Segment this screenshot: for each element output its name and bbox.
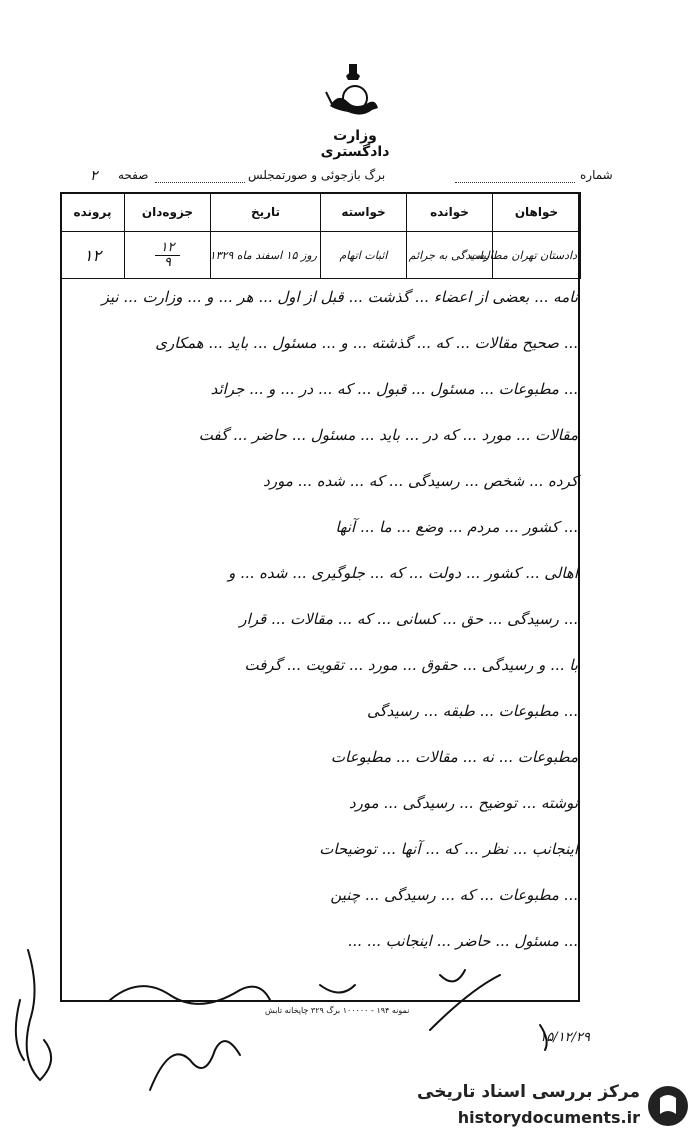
body-line: ... مطبوعات ... که ... رسیدگی ... چنین bbox=[330, 886, 578, 904]
cell-tarikh: روز ۱۵ اسفند ماه ۱۳۲۹ bbox=[211, 232, 321, 279]
col-khandeh: خوانده bbox=[407, 193, 493, 232]
body-line: ... رسیدگی ... حق ... کسانی ... که ... مقالات ... قرار bbox=[239, 610, 578, 628]
archive-watermark bbox=[396, 1072, 696, 1138]
lion-and-sun-emblem bbox=[322, 62, 384, 124]
form-frame bbox=[60, 192, 580, 1002]
cell-khahan: دادستان تهران مطالبات bbox=[493, 232, 581, 279]
body-line: ... مسئول ... حاضر ... اینجانب ... ... bbox=[347, 932, 578, 950]
col-khahan: خواهان bbox=[493, 193, 581, 232]
body-line: ... مطبوعات ... طبقه ... رسیدگی bbox=[367, 702, 578, 720]
body-line: نوشته ... توضیح ... رسیدگی ... مورد bbox=[348, 794, 578, 812]
form-title: برگ بازجوئی و صورتمجلس bbox=[248, 168, 386, 182]
jozvedan-bottom: ۹ bbox=[164, 254, 171, 270]
number-label: شماره bbox=[580, 168, 613, 182]
page-label: صفحه bbox=[118, 168, 149, 182]
col-jozvedan: جزوه‌دان bbox=[125, 193, 211, 232]
body-line: ... کشور ... مردم ... وضع ... ما ... آنها bbox=[335, 518, 578, 536]
body-line: ... صحیح مقالات ... که ... گذشته ... و ... مسئول ... باید ... همکاری bbox=[155, 334, 578, 352]
body-line: اهالی ... کشور ... دولت ... که ... جلوگیری ... شده ... و bbox=[228, 564, 578, 582]
archive-url: historydocuments.ir bbox=[457, 1108, 640, 1127]
case-info-table bbox=[60, 192, 581, 279]
number-field bbox=[455, 182, 575, 183]
body-line: اینجانب ... نظر ... که ... آنها ... توضیحات bbox=[319, 840, 578, 858]
body-line: مقالات ... مورد ... که در ... باید ... مسئول ... حاضر ... گفت bbox=[198, 426, 578, 444]
cell-khandeh: رسیدگی به جرائم bbox=[407, 232, 493, 279]
ministry-title: وزارت دادگستری bbox=[320, 128, 390, 160]
body-line: مطبوعات ... نه ... مقالات ... مطبوعات bbox=[330, 748, 578, 766]
body-line: نامه ... بعضی از اعضاء ... گذشت ... قبل از اول ... هر ... و ... وزارت ... نیز bbox=[101, 288, 578, 306]
jozvedan-top: ۱۲ bbox=[155, 241, 181, 256]
margin-date: ۱۵/۱۲/۲۹ bbox=[539, 1030, 590, 1045]
col-khasteh: خواسته bbox=[321, 193, 407, 232]
page-value: ۲ bbox=[90, 168, 98, 184]
col-parvandeh: پرونده bbox=[61, 193, 125, 232]
body-line: با ... و رسیدگی ... حقوق ... مورد ... تقویت ... گرفت bbox=[244, 656, 578, 674]
archive-logo-icon bbox=[646, 1084, 690, 1128]
jozvedan-fraction bbox=[155, 241, 181, 270]
cell-khasteh: اثبات اتهام bbox=[321, 232, 407, 279]
body-line: کرده ... شخص ... رسیدگی ... که ... شده ... مورد bbox=[263, 472, 578, 490]
col-tarikh: تاریخ bbox=[211, 193, 321, 232]
cell-jozvedan bbox=[125, 232, 211, 279]
print-footer: نمونه ۱۹۴ - ۱۰۰۰۰۰ برگ ۳۲۹ چاپخانه تابش bbox=[265, 1006, 410, 1015]
archive-title: مرکز بررسی اسناد تاریخی bbox=[417, 1082, 640, 1102]
cell-parvandeh: ۱۲ bbox=[61, 232, 125, 279]
form-title-dots bbox=[155, 182, 245, 183]
body-line: ... مطبوعات ... مسئول ... قبول ... که ... در ... و ... جرائد bbox=[210, 380, 578, 398]
